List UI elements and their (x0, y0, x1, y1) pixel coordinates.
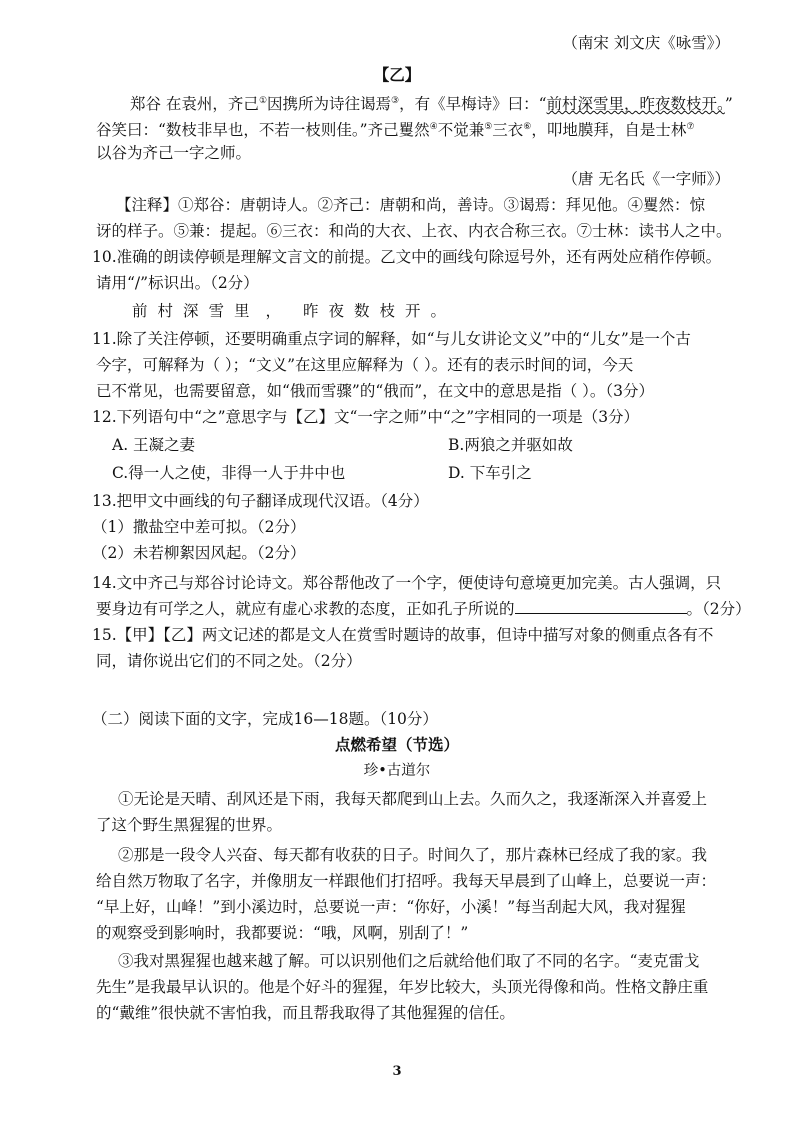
yi-text-line-3: 以谷为齐己一字之师。 (96, 144, 252, 162)
q14-line-2 (96, 596, 751, 622)
note-marker: ① (258, 96, 268, 106)
note-marker: ④ (429, 122, 438, 132)
page-number: 3 (392, 1064, 402, 1079)
yi-text-line-1 (130, 88, 776, 117)
q11-line-2: 今字，可解释为（ ）；“文义”在这里应解释为（ ）。还有的表示时间的词，今天 (96, 356, 634, 374)
yi-text-part: 郑谷 在袁州，齐己 (130, 95, 259, 114)
yi-text-part: 谷笑曰：“数枝非早也，不若一枝则佳。”齐己矍然 (96, 121, 430, 140)
para1-line-1: ①无论是天晴、刮风还是下雨，我每天都爬到山上去。久而久之，我逐渐深入并喜爱上 (118, 790, 708, 808)
note-marker: ⑤ (484, 122, 493, 132)
q12-option-c: C.得一人之使，非得一人于井中也 (112, 464, 346, 482)
yi-text-part: ，叩地膜拜，自是士林 (531, 121, 687, 140)
note-marker: ③ (391, 96, 400, 106)
q13-stem: 13.把甲文中画线的句子翻译成现代汉语。（4分） (92, 492, 429, 510)
yi-text-part: 因携所为诗往谒焉 (267, 95, 392, 114)
source-yi: （唐 无名氏《一字师》） (562, 170, 730, 188)
para3-line-3: 的“戴维”很快就不害怕我，而且帮我取得了其他猩猩的信任。 (96, 1004, 515, 1022)
notes-line-2: 讶的样子。⑤兼：提起。⑥三衣：和尚的大衣、上衣、内衣合称三衣。⑦士林：读书人之中。 (96, 222, 732, 240)
yi-text-line-2 (96, 114, 742, 143)
q14-text: 。（2分） (686, 600, 751, 618)
q11-line-3: 已不常见，也需要留意，如“俄而雪骤”的“俄而”，在文中的意思是指（ ）。（3分） (96, 382, 654, 400)
para2-line-3: “早上好，山峰！”到小溪边时，总要说一声：“你好，小溪！”每当刮起大风，我对猩猩 (96, 898, 686, 916)
q12-option-a: A. 王凝之妻 (112, 436, 196, 454)
section-2-heading: （二）阅读下面的文字，完成16—18题。（10分） (92, 710, 438, 728)
source-jia: （南宋 刘文庆《咏雪》） (562, 34, 730, 52)
answer-blank[interactable] (515, 599, 687, 614)
q15-line-1: 15.【甲】【乙】两文记述的都是文人在赏雪时题诗的故事，但诗中描写对象的侧重点各有不 (92, 626, 714, 644)
q12-option-b: B.两狼之并驱如故 (448, 436, 573, 454)
q10-line-1: 10.准确的朗读停顿是理解文言文的前提。乙文中的画线句除逗号外，还有两处应稍作停顿。 (92, 248, 722, 266)
yi-title: 【乙】 (373, 65, 421, 84)
para2-line-2: 给自然万物取了名字，并像朋友一样跟他们打招呼。我每天早晨到了山峰上，总要说一声： (96, 872, 717, 890)
q10-sentence-part: 昨夜数枝开 (303, 302, 431, 320)
underlined-quote: 前村深雪里，昨夜数枝开。 (546, 95, 725, 114)
para3-line-1: ③我对黑猩猩也越来越了解。可以识别他们之后就给他们取了不同的名字。“麦克雷戈 (118, 952, 700, 970)
q13-sub-1: （1）撒盐空中差可拟。（2分） (92, 518, 306, 536)
article-author: 珍•古道尔 (363, 763, 431, 779)
para2-line-1: ②那是一段令人兴奋、每天都有收获的日子。时间久了，那片森林已经成了我的家。我 (118, 846, 708, 864)
q11-line-1: 11.除了关注停顿，还要明确重点字词的解释，如“与儿女讲论文义”中的“儿女”是一个古 (92, 330, 691, 348)
article-title: 点燃希望（节选） (334, 735, 459, 754)
q12-option-d: D. 下车引之 (448, 464, 532, 482)
note-marker: ⑦ (686, 122, 695, 132)
para2-line-4: 的观察受到影响时，我都要说：“哦，风啊，别刮了！” (96, 924, 469, 942)
para3-line-2: 先生”是我最早认识的。他是个好斗的猩猩，年岁比较大，头顶光得像和尚。性格文静庄重 (96, 978, 709, 996)
notes-line-1: 【注释】①郑谷：唐朝诗人。②齐己：唐朝和尚，善诗。③谒焉：拜见他。④矍然：惊 (116, 196, 706, 214)
q13-sub-2: （2）未若柳絮因风起。（2分） (92, 544, 306, 562)
q10-comma: ， (265, 302, 282, 320)
q15-line-2: 同，请你说出它们的不同之处。（2分） (96, 652, 362, 670)
note-marker: ⑥ (523, 122, 532, 132)
q10-sentence-part: 前村深雪里 (132, 302, 260, 320)
q10-line-2: 请用“/”标识出。（2分） (96, 274, 259, 292)
yi-text-part: 三衣 (492, 121, 524, 140)
q12-stem: 12.下列语句中“之”意思字与【乙】文“一字之师”中“之”字相同的一项是（3分） (92, 408, 640, 426)
q14-text: 要身边有可学之人，就应有虚心求教的态度，正如孔子所说的 (96, 600, 515, 618)
yi-text-part: ” (724, 95, 733, 114)
q10-period: 。 (430, 302, 447, 320)
yi-text-part: ，有《早梅诗》曰：“ (399, 95, 547, 114)
q10-sentence (132, 298, 778, 324)
q14-line-1: 14.文中齐己与郑谷讨论诗文。郑谷帮他改了一个字，便使诗句意境更加完美。古人强调，只 (92, 574, 722, 592)
yi-text-part: 不觉兼 (437, 121, 485, 140)
para1-line-2: 了这个野生黑猩猩的世界。 (96, 816, 283, 834)
